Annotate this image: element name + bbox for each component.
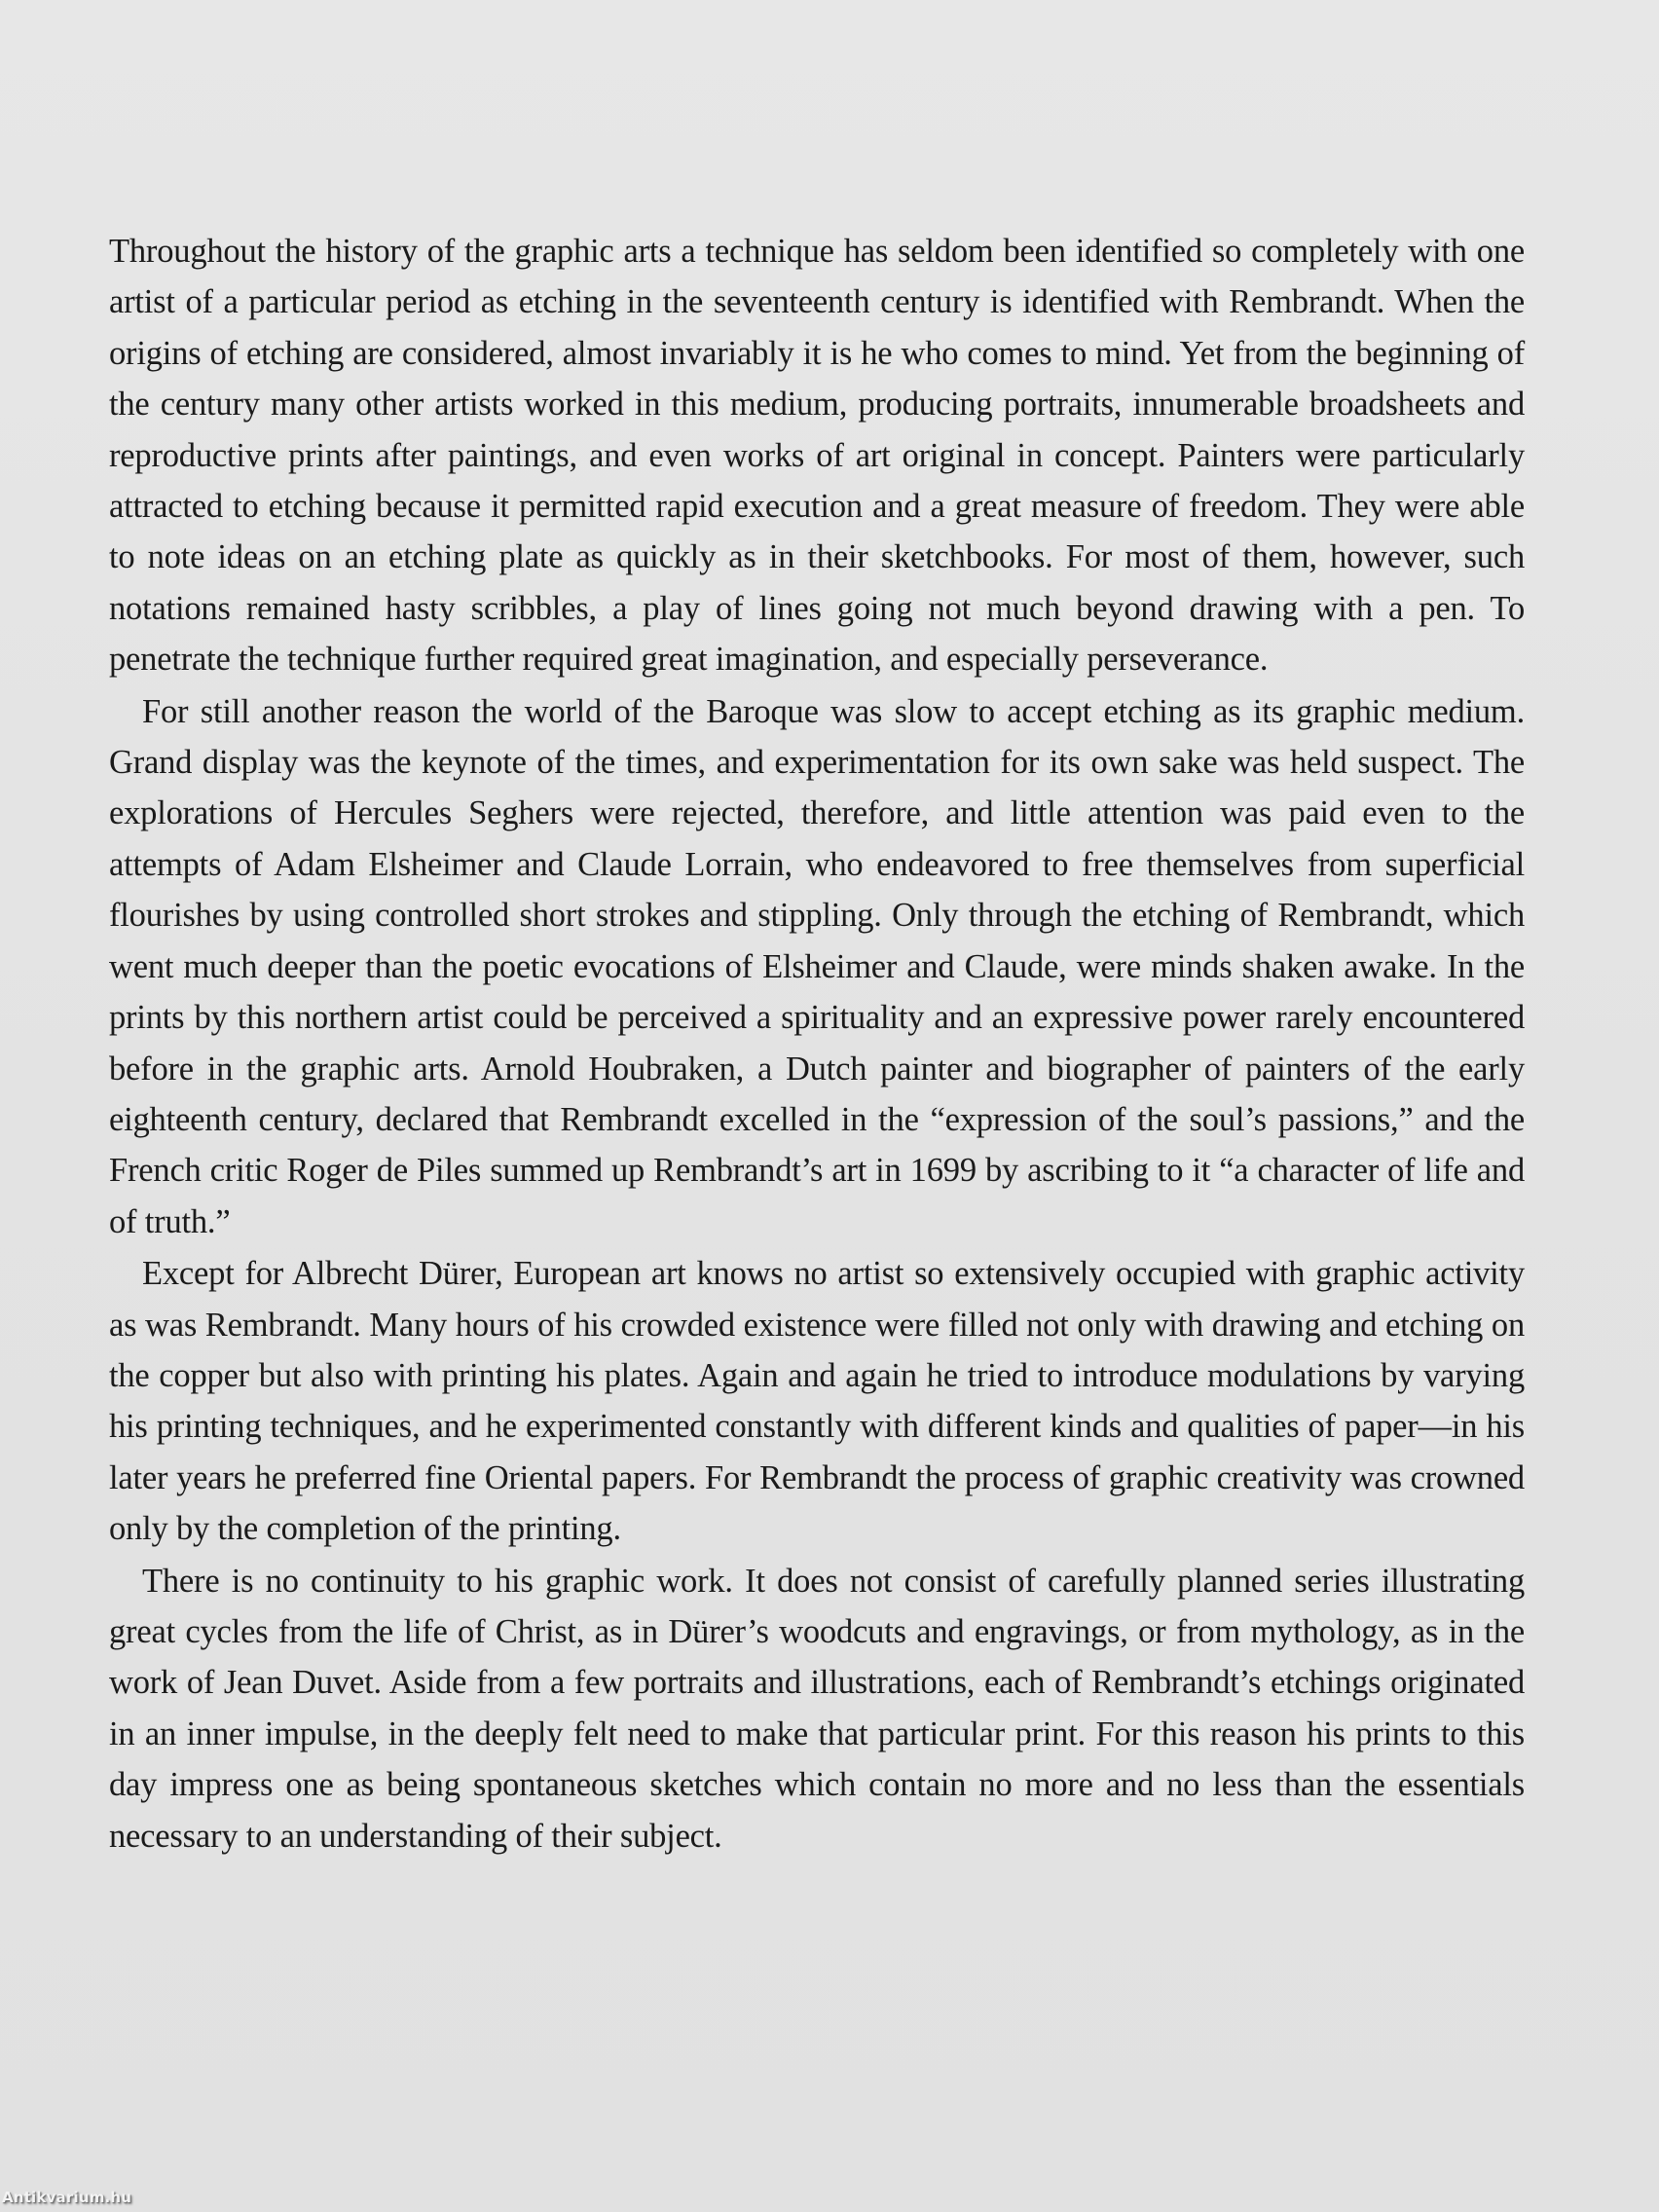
paragraph-2: For still another reason the world of the Baroque was slow to accept etching as its graphic medium. Grand display was the keynote of the times, and experimentation for its own sake was held suspect. The explorations of Hercules Seghers were rejected, therefore, and little attention was paid even to the attempts of Adam Elsheimer and Claude Lorrain, who endeavored to free themselves from superficial flourishes by using controlled short strokes and stippling. Only through the etching of Rembrandt, which went much deeper than the poetic evocations of Elsheimer and Claude, were minds shaken awake. In the prints by this northern artist could be perceived a spirituality and an expressive power rarely encountered before in the graphic arts. Arnold Houbraken, a Dutch painter and biographer of painters of the early eighteenth century, declared that Rembrandt excelled in the “expression of the soul’s passions,” and the French critic Roger de Piles summed up Rembrandt’s art in 1699 by ascribing to it “a character of life and of truth.” <box>109 692 1525 1240</box>
body-text <box>109 226 1525 1862</box>
paragraph-3: Except for Albrecht Dürer, European art knows no artist so extensively occupied with graphic activity as was Rembrandt. Many hours of his crowded existence were filled not only with drawing and etching on the copper but also with printing his plates. Again and again he tried to introduce modulations by varying his printing techniques, and he experimented constantly with different kinds and qualities of paper—in his later years he preferred fine Oriental papers. For Rembrandt the process of graphic creativity was crowned only by the completion of the printing. <box>109 1255 1525 1548</box>
paragraph-1: Throughout the history of the graphic arts a technique has seldom been identified so completely with one artist of a particular period as etching in the seventeenth century is identified with Rembrandt. When the origins of etching are considered, almost invariably it is he who comes to mind. Yet from the beginning of the century many other artists worked in this medium, producing portraits, innumerable broadsheets and reproductive prints after paintings, and even works of art original in concept. Painters were particularly attracted to etching because it permitted rapid execution and a great measure of freedom. They were able to note ideas on an etching plate as quickly as in their sketchbooks. For most of them, however, such notations remained hasty scribbles, a play of lines going not much beyond drawing with a pen. To penetrate the technique further required great imagination, and especially perseverance. <box>109 233 1525 679</box>
watermark-logo: Antikvarium.hu <box>2 2189 132 2206</box>
paragraph-4: There is no continuity to his graphic work. It does not consist of carefully planned series illustrating great cycles from the life of Christ, as in Dürer’s woodcuts and engravings, or from mythology, as in the work of Jean Duvet. Aside from a few portraits and illustrations, each of Rembrandt’s etchings originated in an inner impulse, in the deeply felt need to make that particular print. For this reason his prints to this day impress one as being spontaneous sketches which contain no more and no less than the essentials necessary to an understanding of their subject. <box>109 1562 1525 1855</box>
